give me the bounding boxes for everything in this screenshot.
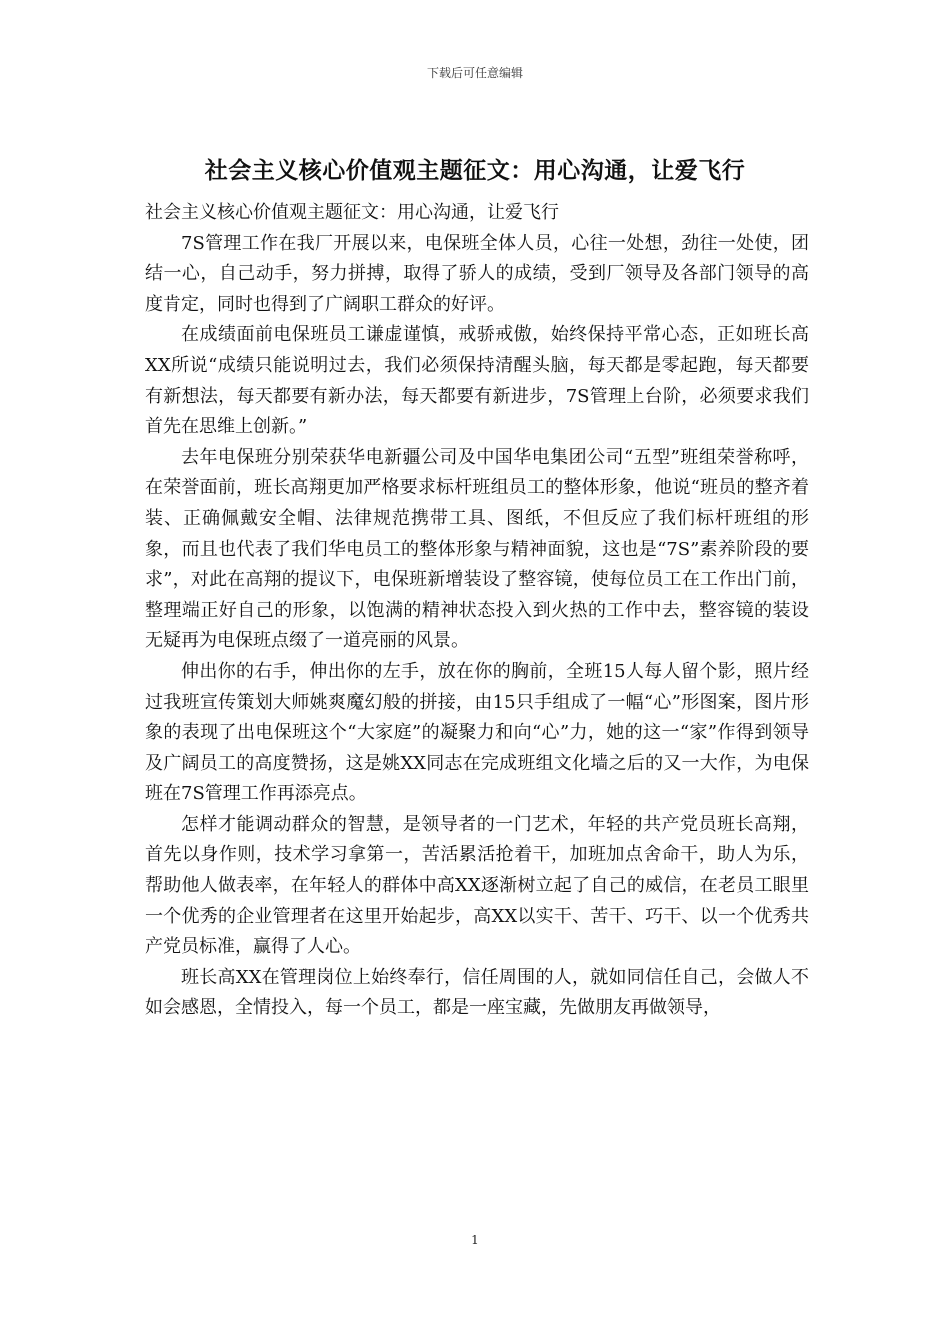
page-header: 下载后可任意编辑 xyxy=(426,66,523,80)
subtitle-line: 社会主义核心价值观主题征文：用心沟通，让爱飞行 xyxy=(145,202,559,223)
paragraph-5: 怎样才能调动群众的智慧，是领导者的一门艺术，年轻的共产党员班长高翔，首先以身作则，技术学习拿第一，苦活累活抢着干，加班加点舍命干，助人为乐，帮助他人做表率，在年轻人的群体中高XX逐渐树立起了自己的威信，在老员工眼里一个优秀的企业管理者在这里开始起步，高XX以实干、苦干、巧干、以一个优秀共产党员标准，赢得了人心。 xyxy=(145,813,809,958)
document-body xyxy=(145,198,809,1024)
paragraph-3: 去年电保班分别荣获华电新疆公司及中国华电集团公司“五型”班组荣誉称呼，在荣誉面前，班长高翔更加严格要求标杆班组员工的整体形象，他说“班员的整齐着装、正确佩戴安全帽、法律规范携带工具、图纸，不但反应了我们标杆班组的形象，而且也代表了我们华电员工的整体形象与精神面貌，这也是“7S”素养阶段的要求”，对此在高翔的提议下，电保班新增装设了整容镜，使每位员工在工作出门前，整理端正好自己的形象，以饱满的精神状态投入到火热的工作中去，整容镜的装设无疑再为电保班点缀了一道亮丽的风景。 xyxy=(145,446,809,652)
paragraph-1: 7S管理工作在我厂开展以来，电保班全体人员，心往一处想，劲往一处使，团结一心，自己动手，努力拼搏，取得了骄人的成绩，受到厂领导及各部门领导的高度肯定，同时也得到了广阔职工群众的好评。 xyxy=(145,232,809,315)
paragraph-2: 在成绩面前电保班员工谦虚谨慎，戒骄戒傲，始终保持平常心态，正如班长高XX所说“成绩只能说明过去，我们必须保持清醒头脑，每天都是零起跑，每天都要有新想法，每天都要有新办法，每天都要有新进步，7S管理上台阶，必须要求我们首先在思维上创新。” xyxy=(145,324,809,438)
paragraph-6: 班长高XX在管理岗位上始终奉行，信任周围的人，就如同信任自己，会做人不如会感恩，全情投入，每一个员工，都是一座宝藏，先做朋友再做领导， xyxy=(145,966,809,1019)
paragraph-4: 伸出你的右手，伸出你的左手，放在你的胸前，全班15人每人留个影，照片经过我班宣传策划大师姚爽魔幻般的拼接，由15只手组成了一幅“心”形图案，图片形象的表现了出电保班这个“大家庭”的凝聚力和向“心”力，她的这一“家”作得到领导及广阔员工的高度赞扬，这是姚XX同志在完成班组文化墙之后的又一大作，为电保班在7S管理工作再添亮点。 xyxy=(145,660,809,805)
document-title: 社会主义核心价值观主题征文：用心沟通，让爱飞行 xyxy=(204,157,746,184)
page-number: 1 xyxy=(471,1233,479,1247)
